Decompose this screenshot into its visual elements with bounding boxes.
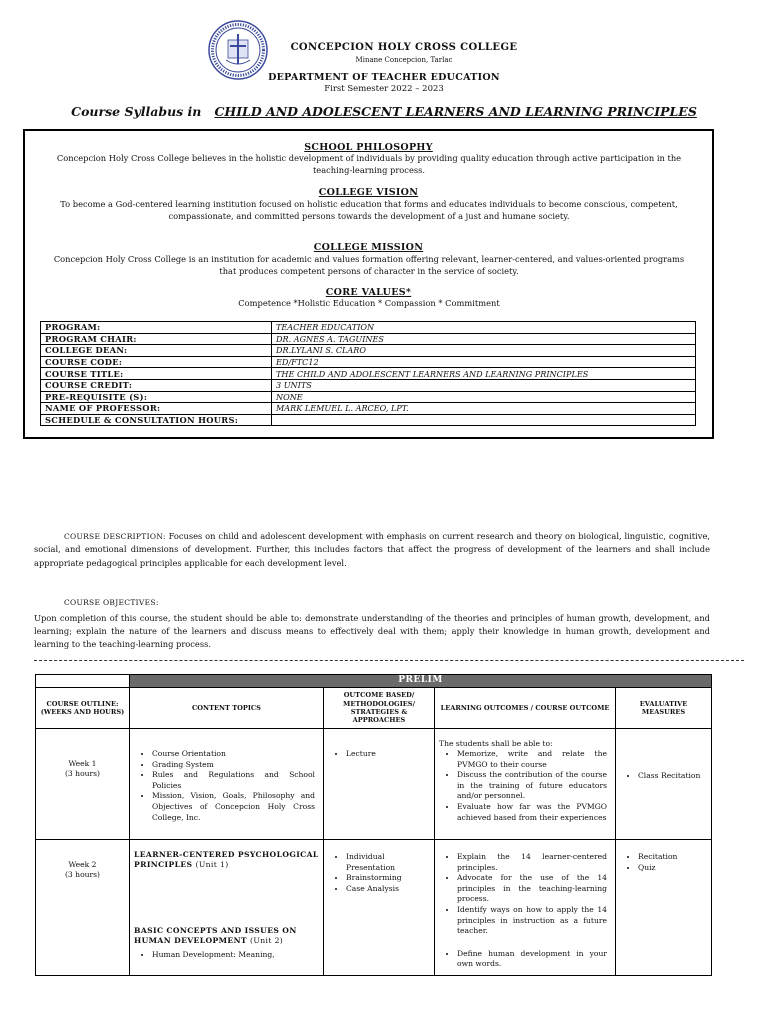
department-name: DEPARTMENT OF TEACHER EDUCATION bbox=[268, 72, 500, 83]
info-row bbox=[41, 333, 696, 345]
outcome-item: • Define human development in your own words. bbox=[457, 949, 615, 970]
week-label: Week 1 bbox=[68, 759, 97, 768]
info-row bbox=[41, 391, 696, 403]
info-value: NONE bbox=[272, 391, 696, 403]
info-row bbox=[41, 345, 696, 357]
method-item: • Lecture bbox=[346, 749, 434, 760]
outcome-item: • Evaluate how far was the PVMGO achieved based from their experiences bbox=[457, 802, 615, 823]
info-value: MARK LEMUEL L. ARCEO, LPT. bbox=[272, 403, 696, 415]
outcomes-cell bbox=[435, 840, 616, 976]
measure-item: • Recitation bbox=[638, 852, 711, 863]
outcome-item: • Explain the 14 learner-centered principles. bbox=[457, 852, 615, 873]
philosophy-box bbox=[23, 129, 714, 439]
info-label: NAME OF PROFESSOR: bbox=[41, 403, 272, 415]
info-label: PROGRAM CHAIR: bbox=[41, 333, 272, 345]
info-value: TEACHER EDUCATION bbox=[272, 322, 696, 334]
topic-item: • Course Orientation bbox=[152, 749, 323, 760]
week-hours: (3 hours) bbox=[64, 870, 101, 879]
core-values-text: Competence *Holistic Education * Compassion * Commitment bbox=[238, 298, 500, 308]
measures-cell bbox=[616, 729, 712, 840]
table-row bbox=[36, 840, 712, 976]
topics-cell bbox=[130, 840, 324, 976]
header-topics: CONTENT TOPICS bbox=[130, 688, 324, 729]
course-objectives-label: COURSE OBJECTIVES: bbox=[64, 598, 159, 607]
course-info-table bbox=[40, 321, 696, 426]
core-values-title: CORE VALUES* bbox=[325, 287, 412, 298]
week-cell bbox=[36, 729, 130, 840]
info-value: THE CHILD AND ADOLESCENT LEARNERS AND LEARNING PRINCIPLES bbox=[272, 368, 696, 380]
syllabus-course-name: CHILD AND ADOLESCENT LEARNERS AND LEARNING PRINCIPLES bbox=[214, 104, 697, 119]
philosophy-title: SCHOOL PHILOSOPHY bbox=[304, 142, 433, 153]
info-row bbox=[41, 403, 696, 415]
info-value: DR.LYLANI S. CLARO bbox=[272, 345, 696, 357]
week-label: Week 2 bbox=[68, 860, 97, 869]
mission-title: COLLEGE MISSION bbox=[313, 242, 424, 253]
info-row bbox=[41, 368, 696, 380]
info-label: COLLEGE DEAN: bbox=[41, 345, 272, 357]
header-methods: OUTCOME BASED/ METHODOLOGIES/ STRATEGIES & APPROACHES bbox=[324, 688, 435, 729]
outcome-item: • Discuss the contribution of the course in the training of future educators and/or personnel. bbox=[457, 770, 615, 802]
outcome-item: • Memorize, write and relate the PVMGO to their course bbox=[457, 749, 615, 770]
term-label: PRELIM bbox=[130, 675, 712, 688]
course-objectives-text: Upon completion of this course, the student should be able to: demonstrate understanding of the theories and principles of human growth, development, and learning; explain the nature of the learners and discuss means to effectively deal with them; apply their knowledge in human growth, development and learning to the teaching-learning process. bbox=[34, 613, 710, 649]
info-row bbox=[41, 379, 696, 391]
table-row bbox=[36, 729, 712, 840]
topic-item: • Grading System bbox=[152, 760, 323, 771]
info-value: 3 UNITS bbox=[272, 379, 696, 391]
unit2-heading: BASIC CONCEPTS AND ISSUES ON HUMAN DEVELOPMENT (Unit 2) bbox=[134, 926, 297, 945]
syllabus-prefix: Course Syllabus in bbox=[71, 104, 202, 119]
info-label: PROGRAM: bbox=[41, 322, 272, 334]
outcome-item: • Advocate for the use of the 14 principles in the teaching-learning process. bbox=[457, 873, 615, 905]
header-outcomes: LEARNING OUTCOMES / COURSE OUTCOME bbox=[435, 688, 616, 729]
info-row bbox=[41, 414, 696, 426]
course-description-label: COURSE DESCRIPTION: bbox=[64, 532, 166, 541]
info-row bbox=[41, 356, 696, 368]
outcomes-intro: The students shall be able to: bbox=[439, 739, 553, 748]
topics-cell bbox=[130, 729, 324, 840]
term-row bbox=[36, 675, 712, 688]
college-name: CONCEPCION HOLY CROSS COLLEGE bbox=[290, 42, 518, 53]
section-divider bbox=[34, 660, 744, 661]
info-label: PRE-REQUISITE (S): bbox=[41, 391, 272, 403]
info-label: SCHEDULE & CONSULTATION HOURS: bbox=[41, 414, 272, 426]
topic-item: • Rules and Regulations and School Policies bbox=[152, 770, 323, 791]
topic-item: • Human Development: Meaning, bbox=[152, 950, 323, 961]
unit1-heading: LEARNER-CENTERED PSYCHOLOGICAL PRINCIPLES (Unit 1) bbox=[134, 850, 319, 869]
measure-item: • Quiz bbox=[638, 863, 711, 874]
college-address: Minane Concepcion, Tarlac bbox=[355, 56, 453, 64]
info-label: COURSE CODE: bbox=[41, 356, 272, 368]
topic-item: • Mission, Vision, Goals, Philosophy and Objectives of Concepcion Holy Cross College, Inc. bbox=[152, 791, 323, 823]
mission-text: Concepcion Holy Cross College is an institution for academic and values formation offering relevant, learner-centered, and values-oriented programs that produces competent persons of character in the service of society. bbox=[53, 254, 685, 276]
info-value bbox=[272, 414, 696, 426]
syllabus-title bbox=[0, 104, 768, 119]
method-item: • Case Analysis bbox=[346, 884, 434, 895]
outcomes-cell bbox=[435, 729, 616, 840]
measures-cell bbox=[616, 840, 712, 976]
method-item: • Individual Presentation bbox=[346, 852, 434, 873]
header-measures: EVALUATIVE MEASURES bbox=[616, 688, 712, 729]
measure-item: • Class Recitation bbox=[638, 771, 711, 782]
info-label: COURSE TITLE: bbox=[41, 368, 272, 380]
course-description-text: Focuses on child and adolescent development with emphasis on current research and theory on biological, linguistic, cognitive, social, and emotional dimensions of development. Further, this includes factors that affect the progress of development of the learners and shall include appropriate pedagogical principles applicable for each development level. bbox=[34, 531, 710, 568]
info-row bbox=[41, 322, 696, 334]
semester: First Semester 2022 – 2023 bbox=[324, 84, 444, 94]
methods-cell bbox=[324, 729, 435, 840]
info-label: COURSE CREDIT: bbox=[41, 379, 272, 391]
week-hours: (3 hours) bbox=[64, 769, 101, 778]
info-value: ED/FTC12 bbox=[272, 356, 696, 368]
vision-title: COLLEGE VISION bbox=[318, 187, 419, 198]
week-cell bbox=[36, 840, 130, 976]
method-item: • Brainstorming bbox=[346, 873, 434, 884]
info-value: DR. AGNES A. TAGUINES bbox=[272, 333, 696, 345]
header-outline: COURSE OUTLINE: (WEEKS AND HOURS) bbox=[36, 688, 130, 729]
outcome-item: • Identify ways on how to apply the 14 principles in instruction as a future teacher. bbox=[457, 905, 615, 937]
methods-cell bbox=[324, 840, 435, 976]
course-outline-table bbox=[35, 674, 712, 976]
philosophy-text: Concepcion Holy Cross College believes in the holistic development of individuals by providing quality education through active participation in the teaching-learning process. bbox=[56, 153, 682, 175]
table-header-row bbox=[36, 688, 712, 729]
course-description bbox=[34, 530, 710, 570]
vision-text: To become a God-centered learning institution focused on holistic education that forms and educates individuals to become conscious, competent, compassionate, and committed persons towards the development of a just and humane society. bbox=[60, 199, 678, 221]
